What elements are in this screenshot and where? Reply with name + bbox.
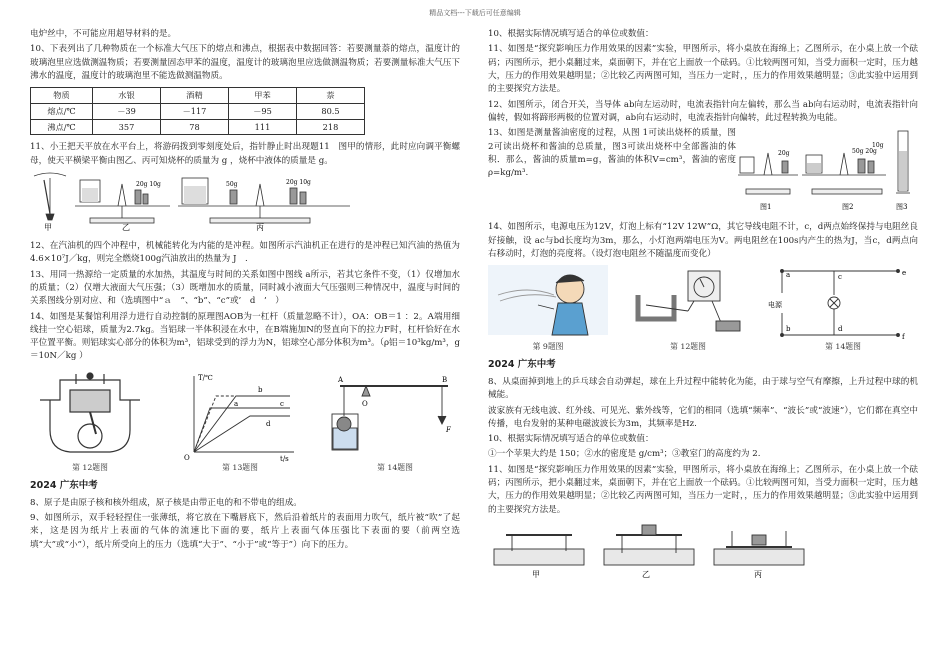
right-column bbox=[488, 28, 918, 579]
question-10: 10、下表列出了几种物质在一个标准大气压下的熔点和沸点，根据表中数据回答：若要测量萘的熔点，温度计的玻璃泡里应选做测温物质；若要测量固态甲苯的温度，温度计的玻璃泡里应选做测温物质；若要测量标准大气压下沸水的温度，温度计的玻璃泡里不能选做测温物质。 bbox=[30, 44, 460, 81]
graph-xlabel: t/s bbox=[280, 454, 289, 462]
question-r13-block bbox=[488, 127, 918, 221]
question-r10c: ①一个苹果大约是 150；②水的密度是 g/cm³；③教室门的高度约为 2. bbox=[488, 449, 761, 460]
section-heading-right: 2024 广东中考 bbox=[488, 359, 556, 371]
circuit-b: b bbox=[786, 325, 791, 334]
circuit-source: 电源 bbox=[768, 301, 782, 310]
substance-table bbox=[30, 87, 365, 135]
circuit-figure bbox=[768, 265, 918, 341]
section-heading: 2024 广东中考 bbox=[30, 479, 98, 491]
question-11: 11、小王把天平放在水平台上，将游码拨到零刻度处后，指针静止时出现题11 图甲的情形，此时应向调平衡螺母，使天平横梁平衡由图乙、丙可知烧杯的质量为 g ，烧杯中液体的质量是 g。 bbox=[30, 142, 460, 166]
table-header-row: 物质 水银 酒精 甲苯 萘 bbox=[31, 88, 365, 104]
question-r8: 8、从桌面掉到地上的乒乓球会自动弹起，球在上升过程中能转化为能，由于球与空气有摩擦，上升过程中球的机械能。 bbox=[488, 376, 918, 401]
fig12-block bbox=[628, 265, 748, 353]
lever-label-b: B bbox=[442, 375, 448, 384]
fig11-label-b: 乙 bbox=[122, 222, 130, 232]
fig12r-caption: 第 12题图 bbox=[670, 342, 706, 352]
pressure-figure bbox=[488, 519, 818, 579]
graph-line-a: a bbox=[234, 399, 239, 408]
graph-ylabel: T/℃ bbox=[198, 373, 213, 382]
question-14: 14、如图是某餐馆利用浮力进行自动控制的原理图AOB为一杠杆（质量忽略不计），OA：OB＝1 ：2。A端用细线挂一空心铝球，质量为2.7kg。当铝球一半体积浸在水中，在B端施加N的竖直向下的拉力F时，杠杆恰好在水平位置平衡。则铝球实心部分的体积为m³，铝球受到的浮力为N，铝球空心部分体积为m³。（ρ铝＝10³kg/m³，g ＝10N／kg ） bbox=[30, 311, 460, 362]
fig11-weights-c2: 20g 10g bbox=[286, 178, 311, 186]
density-cap1: 图1 bbox=[760, 203, 772, 212]
circuit-e: e bbox=[902, 269, 907, 278]
page-header: 精品文档---下载后可任意编辑 bbox=[429, 9, 521, 17]
fig11-weights-c1: 50g bbox=[226, 180, 238, 188]
lever-figure bbox=[330, 370, 460, 462]
question-r11b: 11、如图是“探究影响压力作用效果的因素”实验，甲图所示，将小桌放在海绵上；乙图所示，在小桌上放一个砝码；丙图所示，把小桌翻过来，桌面朝下，并在它上面放一个砝码。①比较两图可知，当受力面积一定时，压力越大，压力的作用效果越明显；②比较乙丙两图可知，当压力一定时，，压力的作用效果越明显；③此实验中运用到的主要探究方法是。 bbox=[488, 464, 918, 515]
graph-origin: O bbox=[184, 453, 190, 462]
fig11-label-c: 丙 bbox=[256, 222, 264, 232]
pressure-label-c: 丙 bbox=[754, 570, 762, 580]
fig9-caption: 第 9题图 bbox=[532, 342, 564, 352]
question-13: 13、用同一热源给一定质量的水加热，其温度与时间的关系如图中图线 a所示，若其它条件不变，（1）仅增加水的质量；（2）仅增大液面大气压强；（3）既增加水的质量，同时减小液面大气压强则三种情况中，温度与时间的关系图线分别对应、和（选填图中“ａ ”、“b”、“c”或’ d ’ ） bbox=[30, 269, 460, 307]
question-12: 12、在汽油机的四个冲程中，机械能转化为内能的是冲程。如图所示汽油机正在进行的是冲程已知汽油的热值为4.6×10⁷J／kg，则完全燃烧100g汽油放出的热量为 J . bbox=[30, 240, 460, 265]
scale-needle-figure bbox=[34, 173, 66, 220]
pressure-label-b: 乙 bbox=[642, 570, 650, 580]
engine-figure-block bbox=[30, 370, 150, 474]
temperature-graph bbox=[180, 370, 300, 462]
circuit-d: d bbox=[838, 325, 843, 334]
density-figure bbox=[736, 127, 918, 221]
density-w2: 50g 20g bbox=[852, 148, 877, 156]
graph-line-c: c bbox=[280, 399, 284, 408]
question-r13: 13、如图是测量酱油密度的过程，从图 1可读出烧杯的质量，图2可读出烧杯和酱油的总质量，图3可读出烧杯中全部酱油的体积．那么，酱油的质量m=g，酱油的体积V=cm³，酱油的密度ρ=kg/m³. bbox=[488, 128, 736, 179]
density-w3: 10g bbox=[872, 142, 884, 150]
balance-figure bbox=[30, 170, 360, 232]
question-r12: 12、如图所示，闭合开关，当导体 ab向左运动时，电流表指针向左偏转，那么当 ab向右运动时，电流表指针向偏转，假如将蹄形两极的位置对调，ab向右运动时，电流表指针向偏转，此过程转换为电能。 bbox=[488, 99, 918, 123]
question-r14: 14、如图所示，电源电压为12V，灯泡上标有“12V 12W”Ω，其它导线电阻不计，c，d两点始终保持与电阻丝良好接触，设 ac与bd长度均为3m，那么，小灯泡两端电压为V。两电阻丝在100s内产生的热为J，当c，d两点向右移动时，灯泡的亮度将。（设灯泡电阻丝不随温度而变化） bbox=[488, 222, 918, 259]
question-r9: 波家族有无线电波、红外线、可见光、紫外线等，它们的相同（选填“频率”、“波长”或“波速”），它们都在真空中传播，电台发射的某种电磁波波长为3m，其频率是Hz. bbox=[488, 405, 918, 429]
fig14-caption: 第 14题图 bbox=[377, 462, 413, 472]
text-p0: 电炉丝中，不可能应用超导材料的是。 bbox=[30, 29, 177, 39]
left-figure-row bbox=[30, 370, 460, 474]
table-row: 沸点/℃ 357 78 111 218 bbox=[31, 119, 365, 135]
lever-figure-block bbox=[330, 370, 460, 474]
circuit-f: f bbox=[902, 333, 905, 342]
fig11-label-a: 甲 bbox=[44, 222, 52, 232]
induction-figure bbox=[628, 265, 748, 341]
engine-figure bbox=[30, 370, 150, 462]
question-r10: 10、根据实际情况填写适合的单位或数值： bbox=[488, 29, 654, 39]
balance-c bbox=[178, 178, 350, 223]
density-cap3: 图3 bbox=[896, 203, 908, 212]
question-r10b: 10、根据实际情况填写适合的单位或数值： bbox=[488, 434, 654, 445]
graph-line-b: b bbox=[258, 385, 263, 394]
circuit-c: c bbox=[838, 273, 842, 282]
question-r11: 11、如图是“探究影响压力作用效果的因素”实验，甲图所示，将小桌放在海绵上；乙图所示，在小桌上放一个砝码；丙图所示，把小桌翻过来，桌面朝下，并在它上面放一个砝码。①比较两图可知，当受力面积一定时，压力越大，压力的作用效果越明显；②比较乙丙两图可知，当压力一定时，，压力的作用效果越明显；③此实验中运用到的主要探究方法是。 bbox=[488, 44, 918, 95]
question-8: 8、原子是由原子核和核外组成，原子核是由带正电的和不带电的组成。 bbox=[30, 497, 302, 508]
fig14-block bbox=[768, 265, 918, 353]
density-cap2: 图2 bbox=[842, 203, 854, 212]
fig11-weights-b: 20g 10g bbox=[136, 180, 161, 188]
fig13-caption: 第 13题图 bbox=[222, 462, 258, 472]
lever-label-f: F bbox=[446, 425, 451, 434]
graph-figure-block bbox=[180, 370, 300, 474]
fig9-block bbox=[488, 265, 608, 353]
right-figure-row bbox=[488, 265, 918, 353]
fig12-caption: 第 12题图 bbox=[72, 462, 108, 472]
lever-label-a: A bbox=[338, 375, 344, 384]
density-w1: 20g bbox=[778, 150, 790, 158]
question-9: 9、如图所示，双手轻轻捏住一张薄纸，将它放在下嘴唇底下，然后沿着纸片的表面用力吹气，纸片被“吹”了起来，这是因为纸片上表面的气体的流速比下面的要，纸片上表面气体压强比下表面的要（前两空选填“大”或“小”），纸片所受向上的压力（选填“大于”、“小于”或“等于”）向下的压力。 bbox=[30, 512, 460, 550]
left-column bbox=[30, 28, 460, 554]
graph-line-d: d bbox=[266, 419, 271, 428]
pressure-label-a: 甲 bbox=[532, 570, 540, 580]
blowing-paper-figure bbox=[488, 265, 608, 341]
table-row: 熔点/℃ －39 －117 －95 80.5 bbox=[31, 103, 365, 119]
lever-label-o: O bbox=[362, 399, 368, 408]
fig14r-caption: 第 14题图 bbox=[825, 342, 861, 352]
circuit-a: a bbox=[786, 271, 791, 280]
